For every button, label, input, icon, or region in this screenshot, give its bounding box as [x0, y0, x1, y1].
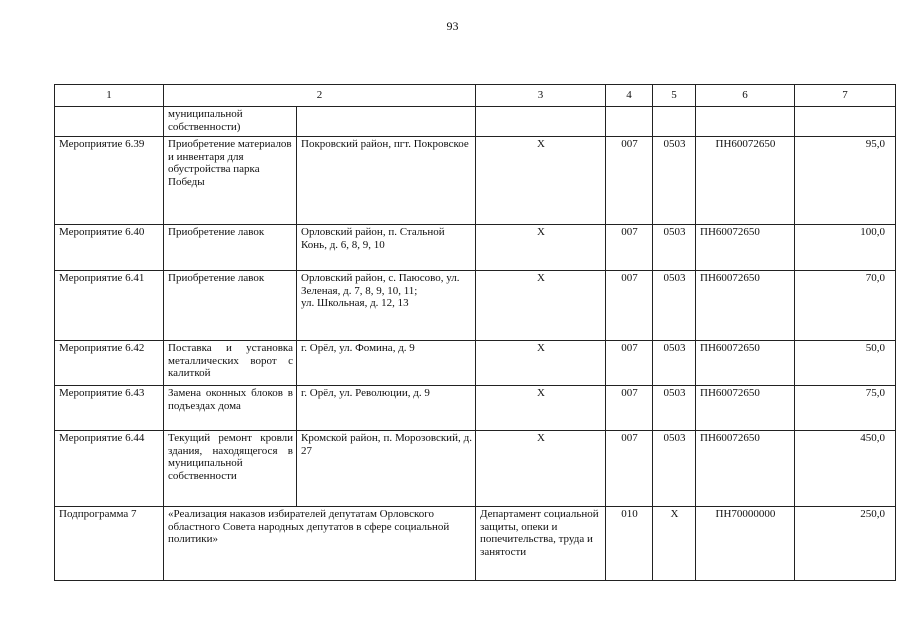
cell-amount: 95,0 — [795, 137, 896, 225]
cell-executor: Х — [476, 271, 606, 341]
cell-executor: Х — [476, 386, 606, 431]
cell-target: ПН60072650 — [696, 386, 795, 431]
cell-amount: 450,0 — [795, 431, 896, 507]
cell-section — [653, 107, 696, 137]
address-line: Орловский район, с. Паюсово, ул. Зеленая, д. 7, 8, 9, 10, 11; — [301, 272, 460, 297]
page-number: 93 — [446, 19, 459, 33]
cell-name: Приобретение лавок — [164, 271, 297, 341]
cell-code: 007 — [606, 341, 653, 386]
column-header: 4 — [606, 85, 653, 107]
cell-code: 007 — [606, 137, 653, 225]
cell-executor: Х — [476, 431, 606, 507]
cell-name: Приобретение лавок — [164, 225, 297, 271]
column-header: 3 — [476, 85, 606, 107]
cell-id: Мероприятие 6.41 — [55, 271, 164, 341]
budget-table — [54, 84, 896, 581]
table-row — [55, 341, 896, 386]
cell-id: Мероприятие 6.43 — [55, 386, 164, 431]
cell-name: муниципальной собственности) — [164, 107, 297, 137]
cell-amount — [795, 107, 896, 137]
cell-address: г. Орёл, ул. Фомина, д. 9 — [297, 341, 476, 386]
cell-amount: 50,0 — [795, 341, 896, 386]
cell-section: Х — [653, 507, 696, 581]
cell-id: Мероприятие 6.40 — [55, 225, 164, 271]
cell-name: «Реализация наказов избирателей депутатам Орловского областного Совета народных депутатов в сфере социальной политики» — [164, 507, 476, 581]
cell-code: 007 — [606, 271, 653, 341]
cell-name: Замена оконных блоков в подъездах дома — [164, 386, 297, 431]
cell-id: Мероприятие 6.39 — [55, 137, 164, 225]
cell-section: 0503 — [653, 137, 696, 225]
column-header: 1 — [55, 85, 164, 107]
cell-amount: 100,0 — [795, 225, 896, 271]
cell-id — [55, 107, 164, 137]
table-row — [55, 137, 896, 225]
cell-name: Текущий ремонт кровли здания, находящегося в муниципальной собственности — [164, 431, 297, 507]
cell-address — [297, 107, 476, 137]
cell-section: 0503 — [653, 431, 696, 507]
cell-executor: Департамент социальной защиты, опеки и попечительства, труда и занятости — [476, 507, 606, 581]
column-header: 7 — [795, 85, 896, 107]
cell-address — [297, 271, 476, 341]
cell-address: г. Орёл, ул. Революции, д. 9 — [297, 386, 476, 431]
column-header: 5 — [653, 85, 696, 107]
cell-code: 010 — [606, 507, 653, 581]
table-row — [55, 271, 896, 341]
cell-section: 0503 — [653, 341, 696, 386]
cell-target: ПН60072650 — [696, 137, 795, 225]
cell-code — [606, 107, 653, 137]
cell-section: 0503 — [653, 225, 696, 271]
cell-executor: Х — [476, 341, 606, 386]
cell-address: Кромской район, п. Морозовский, д. 27 — [297, 431, 476, 507]
cell-section: 0503 — [653, 386, 696, 431]
address-line: ул. Школьная, д. 12, 13 — [301, 297, 409, 309]
cell-executor: Х — [476, 137, 606, 225]
cell-id: Мероприятие 6.44 — [55, 431, 164, 507]
cell-id: Мероприятие 6.42 — [55, 341, 164, 386]
cell-target: ПН60072650 — [696, 431, 795, 507]
table-row — [55, 386, 896, 431]
cell-executor — [476, 107, 606, 137]
cell-executor: Х — [476, 225, 606, 271]
column-header: 6 — [696, 85, 795, 107]
cell-target: ПН60072650 — [696, 341, 795, 386]
cell-amount: 75,0 — [795, 386, 896, 431]
cell-name: Приобретение материалов и инвентаря для обустройства парка Победы — [164, 137, 297, 225]
cell-address: Покровский район, пгт. Покровское — [297, 137, 476, 225]
cell-name: Поставка и установка металлических ворот с калиткой — [164, 341, 297, 386]
cell-target — [696, 107, 795, 137]
cell-id: Подпрограмма 7 — [55, 507, 164, 581]
column-header: 2 — [164, 85, 476, 107]
cell-target: ПН60072650 — [696, 271, 795, 341]
subprogram-row — [55, 507, 896, 581]
cell-code: 007 — [606, 431, 653, 507]
cell-amount: 250,0 — [795, 507, 896, 581]
header-row — [55, 85, 896, 107]
cell-amount: 70,0 — [795, 271, 896, 341]
cell-code: 007 — [606, 386, 653, 431]
cell-code: 007 — [606, 225, 653, 271]
table-row — [55, 225, 896, 271]
continuation-row — [55, 107, 896, 137]
table-row — [55, 431, 896, 507]
cell-target: ПН60072650 — [696, 225, 795, 271]
cell-address: Орловский район, п. Стальной Конь, д. 6, 8, 9, 10 — [297, 225, 476, 271]
cell-section: 0503 — [653, 271, 696, 341]
cell-target: ПН70000000 — [696, 507, 795, 581]
